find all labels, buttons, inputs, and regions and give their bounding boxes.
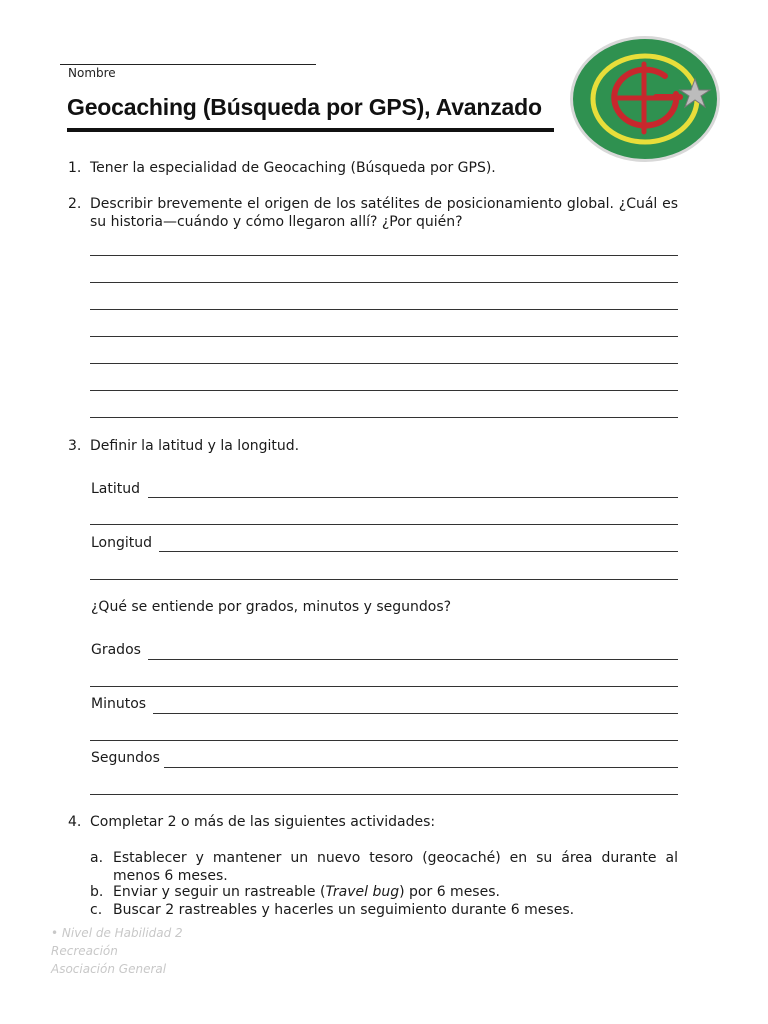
latitude-line-2[interactable] xyxy=(90,524,678,525)
req-2-text: Describir brevemente el origen de los satélites de posicionamiento global. ¿Cuál es su historia—cuándo y cómo llegaron allí? ¿Por quién? xyxy=(90,196,678,230)
activity-a-letter: a. xyxy=(90,850,104,866)
answer-line[interactable] xyxy=(90,255,678,256)
activity-b-pre: Enviar y seguir un rastreable ( xyxy=(113,884,326,900)
footer-organization: Asociación General xyxy=(51,962,167,976)
activity-b-text xyxy=(113,883,500,901)
req-3-text: Definir la latitud y la longitud. xyxy=(90,438,300,454)
activity-a-text: Establecer y mantener un nuevo tesoro (geocaché) en su área durante al menos 6 meses. xyxy=(113,850,678,884)
title-underline xyxy=(67,128,554,132)
activity-c-letter: c. xyxy=(90,902,103,918)
minutes-line[interactable] xyxy=(153,713,678,714)
answer-line[interactable] xyxy=(90,363,678,364)
activity-c-text: Buscar 2 rastreables y hacerles un seguimiento durante 6 meses. xyxy=(113,902,575,918)
footer-level: • Nivel de Habilidad 2 xyxy=(51,926,183,940)
req-1-text: Tener la especialidad de Geocaching (Búsqueda por GPS). xyxy=(90,160,496,176)
seconds-line-2[interactable] xyxy=(90,794,678,795)
longitude-line[interactable] xyxy=(159,551,678,552)
latitude-line[interactable] xyxy=(148,497,678,498)
minutes-label: Minutos xyxy=(91,696,147,712)
longitude-line-2[interactable] xyxy=(90,579,678,580)
answer-line[interactable] xyxy=(90,417,678,418)
answer-line[interactable] xyxy=(90,309,678,310)
page-title: Geocaching (Búsqueda por GPS), Avanzado xyxy=(67,94,542,120)
req-4-text: Completar 2 o más de las siguientes actividades: xyxy=(90,814,436,830)
minutes-line-2[interactable] xyxy=(90,740,678,741)
seconds-label: Segundos xyxy=(91,750,160,766)
degrees-label: Grados xyxy=(91,642,141,658)
name-line[interactable] xyxy=(60,64,316,65)
dms-question: ¿Qué se entiende por grados, minutos y segundos? xyxy=(91,599,452,615)
degrees-line[interactable] xyxy=(148,659,678,660)
longitude-label: Longitud xyxy=(91,535,153,551)
name-label: Nombre xyxy=(68,66,116,80)
req-4-number: 4. xyxy=(68,814,82,830)
answer-line[interactable] xyxy=(90,282,678,283)
activity-b-italic: Travel bug xyxy=(325,884,400,900)
answer-line[interactable] xyxy=(90,390,678,391)
answer-line[interactable] xyxy=(90,336,678,337)
activity-b-post: ) por 6 meses. xyxy=(399,884,500,900)
latitude-label: Latitud xyxy=(91,481,141,497)
req-1-number: 1. xyxy=(68,160,82,176)
activity-b-letter: b. xyxy=(90,884,104,900)
footer-category: Recreación xyxy=(51,944,118,958)
degrees-line-2[interactable] xyxy=(90,686,678,687)
req-3-number: 3. xyxy=(68,438,82,454)
req-2-number: 2. xyxy=(68,196,82,212)
geocaching-badge-icon xyxy=(568,34,722,164)
seconds-line[interactable] xyxy=(164,767,678,768)
